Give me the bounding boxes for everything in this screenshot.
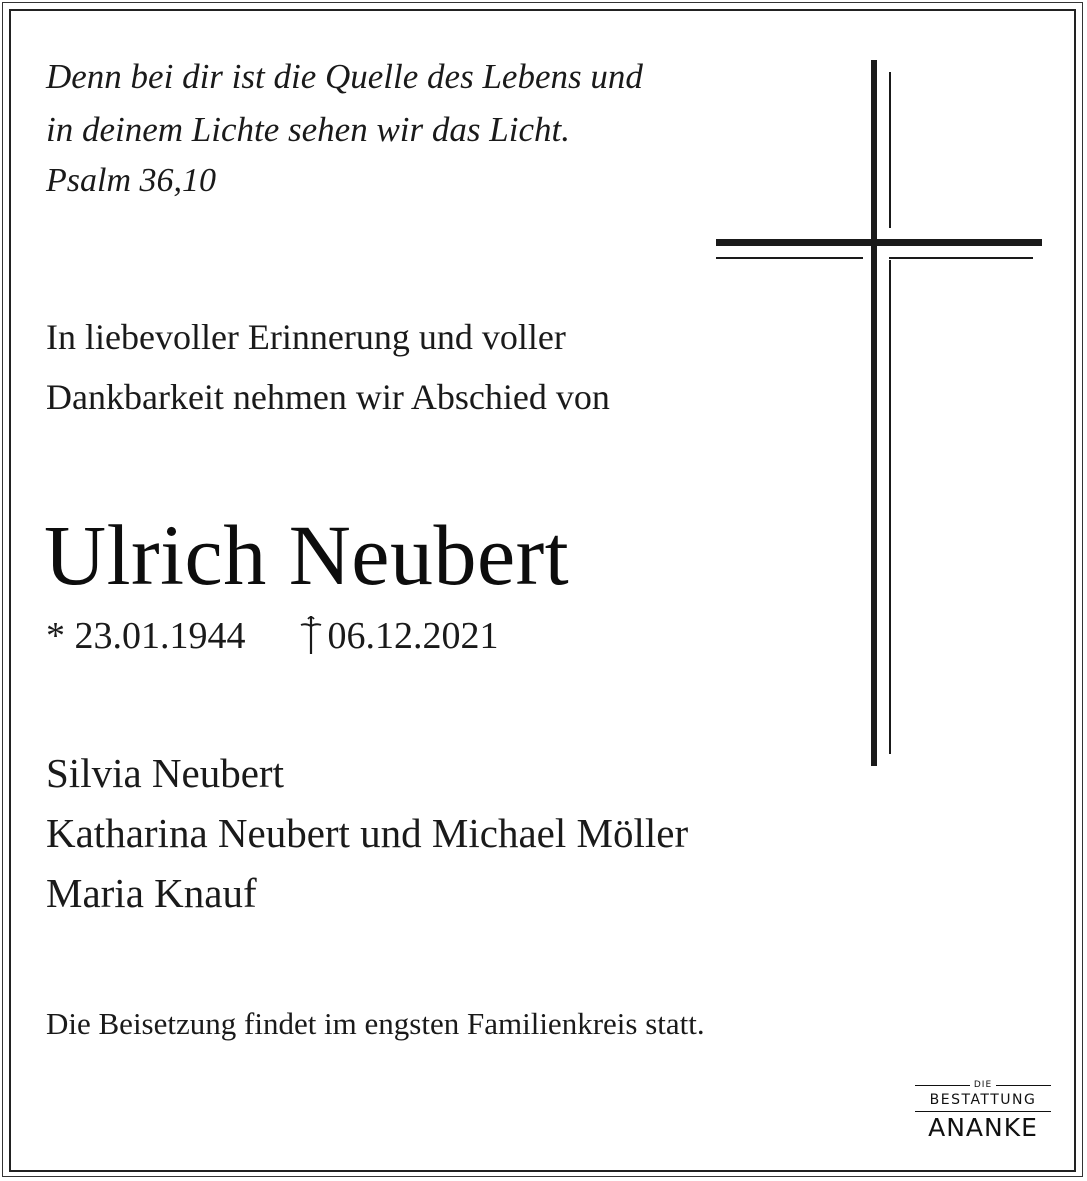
burial-note: Die Beisetzung findet im engsten Familienkreis statt. <box>46 1006 705 1041</box>
cross-icon <box>714 58 1044 774</box>
mourner-3: Maria Knauf <box>46 870 257 916</box>
verse-line-1: Denn bei dir ist die Quelle des Lebens und <box>46 57 643 96</box>
intro-text <box>46 307 610 427</box>
dagger-icon <box>298 614 324 666</box>
bible-verse <box>46 50 643 156</box>
logo-bestattung: BESTATTUNG <box>915 1091 1051 1112</box>
mourners-list <box>46 743 688 923</box>
logo-ananke: ANANKE <box>928 1113 1038 1142</box>
intro-line-1: In liebevoller Erinnerung und voller <box>46 317 566 357</box>
birth-date: * 23.01.1944 <box>46 615 246 657</box>
death-date: 06.12.2021 <box>327 615 499 657</box>
mourner-1: Silvia Neubert <box>46 750 284 796</box>
funeral-home-logo <box>915 1079 1051 1144</box>
logo-top-row <box>915 1079 1051 1091</box>
logo-die: DIE <box>973 1080 993 1090</box>
verse-reference: Psalm 36,10 <box>46 162 216 199</box>
intro-line-2: Dankbarkeit nehmen wir Abschied von <box>46 377 610 417</box>
life-dates <box>46 612 499 666</box>
mourner-2: Katharina Neubert und Michael Möller <box>46 810 689 856</box>
verse-line-2: in deinem Lichte sehen wir das Licht. <box>46 110 570 149</box>
deceased-name: Ulrich Neubert <box>44 507 570 603</box>
